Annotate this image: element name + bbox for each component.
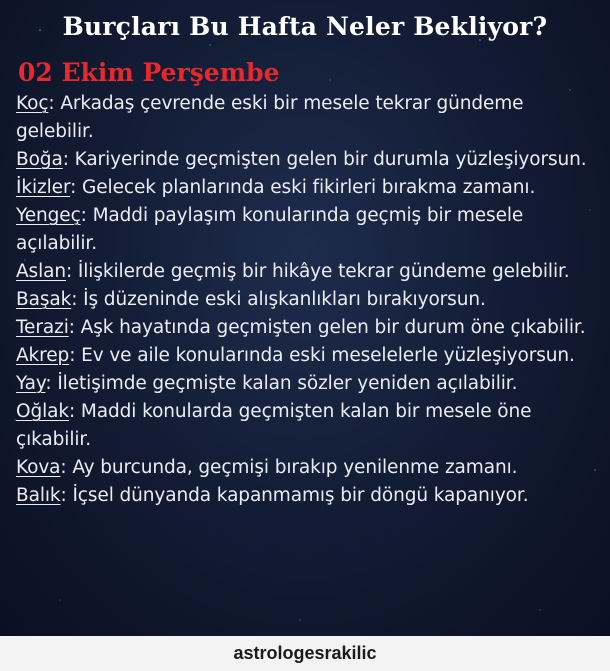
horoscope-text: : Arkadaş çevrende eski bir mesele tekrar gündeme gelebilir.: [16, 93, 524, 142]
horoscope-entry-oglak: [16, 398, 596, 454]
horoscope-entry-yengec: [16, 202, 596, 258]
sign-name: Koç: [16, 93, 49, 114]
horoscope-text: : Kariyerinde geçmişten gelen bir durumla yüzleşiyorsun.: [62, 149, 587, 170]
horoscope-entry-basak: [16, 286, 596, 314]
sign-name: Yengeç: [16, 205, 81, 226]
sign-name: Terazi: [16, 317, 69, 338]
horoscope-text: : Aşk hayatında geçmişten gelen bir durum öne çıkabilir.: [68, 317, 586, 338]
horoscope-entry-terazi: [16, 314, 596, 342]
sign-name: Yay: [16, 373, 46, 394]
horoscope-entry-balik: [16, 482, 596, 510]
horoscope-entry-boga: [16, 146, 596, 174]
horoscope-entry-aslan: [16, 258, 596, 286]
horoscope-text: : İlişkilerde geçmiş bir hikâye tekrar gündeme gelebilir.: [66, 261, 570, 282]
post-date: 02 Ekim Perşembe: [18, 58, 280, 87]
horoscope-text: : Ay burcunda, geçmişi bırakıp yenilenme zamanı.: [60, 457, 518, 478]
post-title: Burçları Bu Hafta Neler Bekliyor?: [62, 12, 548, 41]
horoscope-list: [16, 90, 596, 510]
horoscope-entry-ikizler: [16, 174, 596, 202]
horoscope-text: : Ev ve aile konularında eski meselelerle yüzleşiyorsun.: [69, 345, 575, 366]
horoscope-text: : İş düzeninde eski alışkanlıkları bırakıyorsun.: [71, 289, 486, 310]
horoscope-entry-koc: [16, 90, 596, 146]
sign-name: Oğlak: [16, 401, 69, 422]
horoscope-entry-yay: [16, 370, 596, 398]
horoscope-text: : Maddi konularda geçmişten kalan bir mesele öne çıkabilir.: [16, 401, 532, 450]
footer-bar: [0, 636, 610, 671]
horoscope-text: : İletişimde geçmişte kalan sözler yeniden açılabilir.: [45, 373, 518, 394]
sign-name: Aslan: [16, 261, 66, 282]
sign-name: Başak: [16, 289, 72, 310]
sign-name: İkizler: [16, 177, 71, 198]
sign-name: Boğa: [16, 149, 63, 170]
horoscope-text: : İçsel dünyanda kapanmamış bir döngü kapanıyor.: [60, 485, 529, 506]
horoscope-entry-kova: [16, 454, 596, 482]
horoscope-entry-akrep: [16, 342, 596, 370]
horoscope-text: : Gelecek planlarında eski fikirleri bırakma zamanı.: [70, 177, 536, 198]
author-handle[interactable]: astrologesrakilic: [233, 643, 377, 663]
sign-name: Kova: [16, 457, 61, 478]
horoscope-text: : Maddi paylaşım konularında geçmiş bir mesele açılabilir.: [16, 205, 524, 254]
sign-name: Balık: [16, 485, 61, 506]
sign-name: Akrep: [16, 345, 70, 366]
